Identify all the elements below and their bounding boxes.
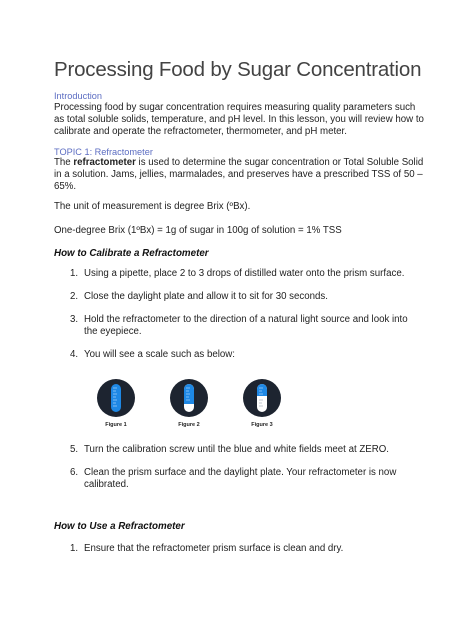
page-title: Processing Food by Sugar Concentration (54, 58, 422, 81)
figure-caption: Figure 3 (251, 422, 273, 428)
list-text: Using a pipette, place 2 to 3 drops of distilled water onto the prism surface. (84, 268, 405, 279)
list-text: Turn the calibration screw until the blue and white fields meet at ZERO. (84, 444, 389, 455)
list-item (70, 444, 422, 456)
refractometer-paragraph (54, 157, 426, 193)
intro-heading: Introduction (54, 91, 103, 101)
list-number: 6. (70, 467, 79, 478)
figure-1 (94, 378, 138, 428)
refractometer-view-icon (169, 378, 209, 418)
refractometer-view-icon (96, 378, 136, 418)
list-number: 4. (70, 349, 79, 360)
list-number: 3. (70, 314, 79, 325)
refracto-pre-text: The (54, 157, 74, 168)
list-item (70, 268, 422, 280)
topic-heading: TOPIC 1: Refractometer (54, 147, 153, 157)
list-text: Clean the prism surface and the daylight plate. Your refractometer is now calibrated. (84, 467, 397, 490)
list-text: Ensure that the refractometer prism surface is clean and dry. (84, 543, 344, 554)
list-item (70, 291, 422, 303)
list-number: 1. (70, 268, 79, 279)
figure-caption: Figure 2 (178, 422, 200, 428)
list-item (70, 543, 422, 555)
figure-3 (240, 378, 284, 428)
brix-paragraph: One-degree Brix (1ºBx) = 1g of sugar in 100g of solution = 1% TSS (54, 225, 342, 236)
list-number: 1. (70, 543, 79, 554)
list-text: Close the daylight plate and allow it to sit for 30 seconds. (84, 291, 328, 302)
list-item (70, 314, 422, 338)
list-text: Hold the refractometer to the direction of a natural light source and look into the eyepiece. (84, 314, 408, 337)
figure-2 (167, 378, 211, 428)
use-heading: How to Use a Refractometer (54, 521, 185, 532)
refractometer-term: refractometer (73, 157, 136, 168)
figure-caption: Figure 1 (105, 422, 127, 428)
list-number: 2. (70, 291, 79, 302)
list-item (70, 467, 422, 491)
list-item (70, 349, 422, 361)
calibrate-heading: How to Calibrate a Refractometer (54, 248, 209, 259)
unit-paragraph: The unit of measurement is degree Brix (ºBx). (54, 201, 251, 212)
refracto-post-text: is used to determine the sugar concentration or Total Soluble Solid in a solution. Jams, jellies, marmalades, and preserves have a prescribed TSS of 50 – 65%. (54, 157, 424, 192)
list-number: 5. (70, 444, 79, 455)
intro-paragraph: Processing food by sugar concentration requires measuring quality parameters such as total soluble solids, temperature, and pH level. In this lesson, you will review how to calibrate and operate the refractometer, thermometer, and pH meter. (54, 102, 424, 137)
list-text: You will see a scale such as below: (84, 349, 235, 360)
refractometer-view-icon (242, 378, 282, 418)
